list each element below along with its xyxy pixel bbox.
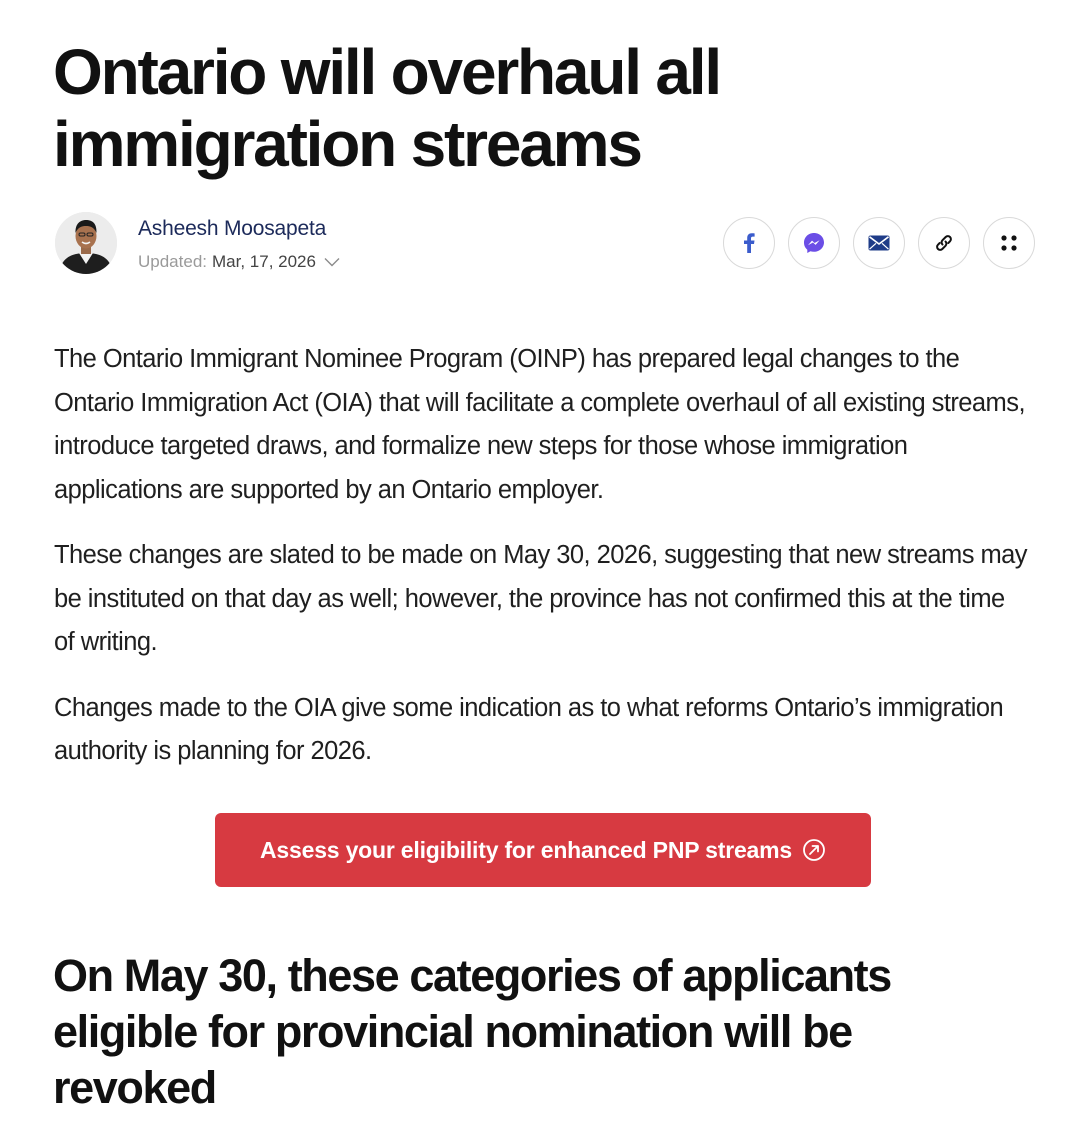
cta-label: Assess your eligibility for enhanced PNP streams <box>260 836 792 863</box>
author-avatar[interactable] <box>55 212 117 274</box>
link-icon <box>933 232 955 254</box>
article-title: Ontario will overhaul all immigration streams <box>53 36 720 180</box>
article-body <box>54 338 1029 796</box>
author-name[interactable]: Asheesh Moosapeta <box>138 217 327 240</box>
more-icon <box>999 233 1019 253</box>
assess-eligibility-button[interactable] <box>215 813 871 887</box>
share-bar <box>723 217 1035 269</box>
messenger-icon <box>803 232 825 254</box>
updated-label: Updated: <box>138 252 207 271</box>
external-arrow-icon <box>802 838 826 862</box>
chevron-down-icon <box>324 257 340 267</box>
copy-link-button[interactable] <box>918 217 970 269</box>
share-facebook-button[interactable] <box>723 217 775 269</box>
share-messenger-button[interactable] <box>788 217 840 269</box>
updated-date: Mar, 17, 2026 <box>212 252 316 271</box>
more-share-button[interactable] <box>983 217 1035 269</box>
paragraph: Changes made to the OIA give some indication as to what reforms Ontario’s immigration authority is planning for 2026. <box>54 693 1004 765</box>
facebook-icon <box>743 233 755 253</box>
section-heading: On May 30, these categories of applicants eligible for provincial nomination will be revoked <box>53 950 891 1113</box>
email-icon <box>868 235 890 251</box>
paragraph: These changes are slated to be made on May 30, 2026, suggesting that new streams may be instituted on that day as well; however, the province has not confirmed this at the time of writing. <box>54 541 1027 656</box>
share-email-button[interactable] <box>853 217 905 269</box>
byline <box>55 212 1035 282</box>
paragraph: The Ontario Immigrant Nominee Program (OINP) has prepared legal changes to the Ontario Immigration Act (OIA) that will facilitate a complete overhaul of all existing streams, introduce targeted draws, and formalize new steps for those whose immigration applications are supported by an Ontario employer. <box>54 345 1025 504</box>
updated-info[interactable] <box>138 252 340 272</box>
